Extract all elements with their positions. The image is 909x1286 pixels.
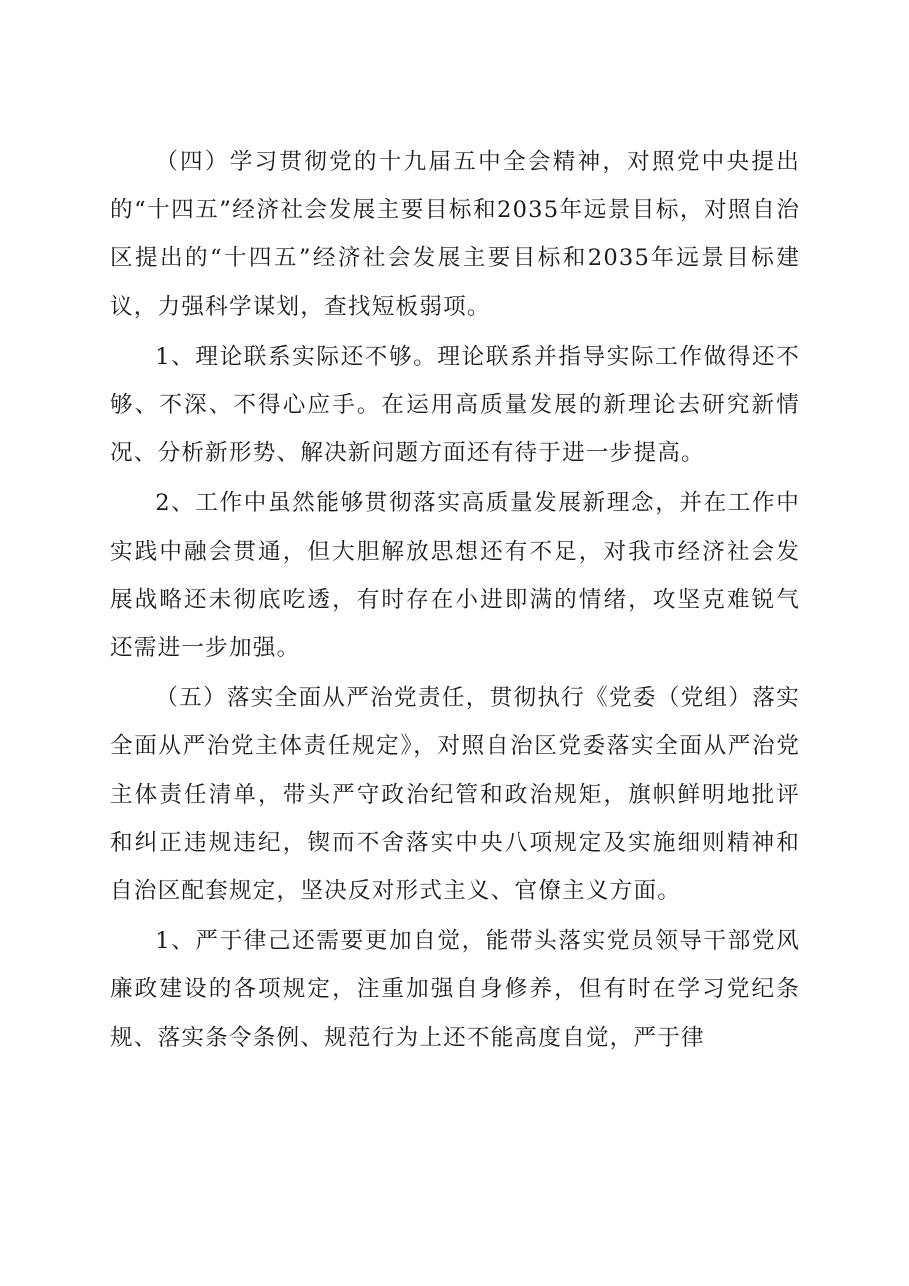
paragraph-section-five: （五）落实全面从严治党责任，贯彻执行《党委（党组）落实全面从严治党主体责任规定》，对照自治区党委落实全面从严治党主体责任清单，带头严守政治纪管和政治规矩，旗帜鲜明地批评和纠正违规违纪，锲而不舍落实中央八项规定及实施细则精神和自治区配套规定，坚决反对形式主义、官僚主义方面。 — [110, 685, 800, 905]
paragraph-item-1-continued: 1、严于律己还需要更加自觉，能带头落实党员领导干部党风廉政建设的各项规定，注重加强自身修养，但有时在学习党纪条规、落实条令条例、规范行为上还不能高度自觉，严于律 — [110, 928, 800, 1051]
document-body — [110, 138, 800, 1064]
paragraph-item-1: 1、理论联系实际还不够。理论联系并指导实际工作做得还不够、不深、不得心应手。在运用高质量发展的新理论去研究新情况、分析新形势、解决新问题方面还有待于进一步提高。 — [110, 343, 800, 467]
paragraph-section-four: （四）学习贯彻党的十九届五中全会精神，对照党中央提出的“十四五”经济社会发展主要目标和2035年远景目标，对照自治区提出的“十四五”经济社会发展主要目标和2035年远景目标建议，力强科学谋划，查找短板弱项。 — [110, 149, 800, 320]
paragraph-item-2: 2、工作中虽然能够贯彻落实高质量发展新理念，并在工作中实践中融会贯通，但大胆解放思想还有不足，对我市经济社会发展战略还未彻底吃透，有时存在小进即满的情绪，攻坚克难锐气还需进一步加强。 — [110, 490, 800, 662]
